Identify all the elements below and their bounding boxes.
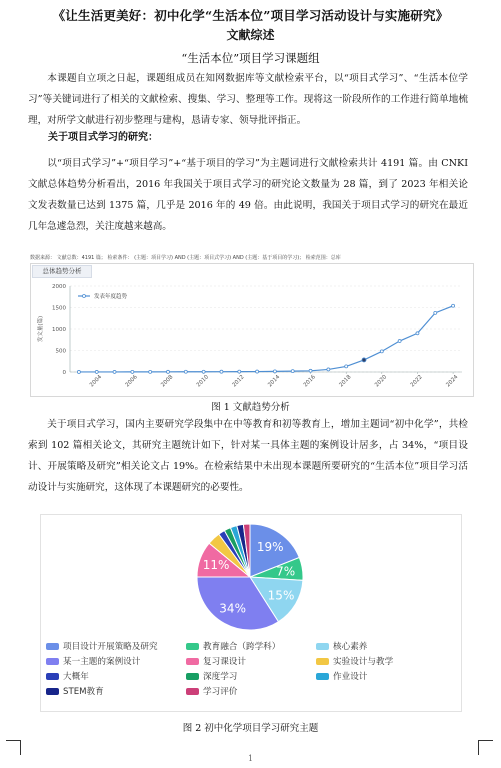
y-tick-label: 500 xyxy=(55,348,66,355)
data-point xyxy=(113,370,116,373)
pie-value-label: 19% xyxy=(256,540,284,555)
legend-label: 项目设计开展策略及研究 xyxy=(63,642,158,652)
legend-swatch xyxy=(46,688,59,695)
x-tick-label: 2018 xyxy=(338,374,353,389)
y-axis-label: 发文量(篇) xyxy=(38,315,44,343)
pie-value-label: 34% xyxy=(219,601,246,616)
legend-swatch xyxy=(186,673,199,680)
document-title: 《让生活更美好：初中化学“生活本位”项目学习活动设计与实施研究》 xyxy=(52,8,449,23)
pbl-paragraph: 以“项目式学习”+“项目学习”+“基于项目的学习”为主题词进行文献检索共计 4191 篇。由 CNKI 文献总体趋势分析看出，2016 年我国关于项目式学习的研究论文数量为 28 篇，到了 2023 年相关论文发表数量已达到 1375 篇，几乎是 2016 年的 49 倍。由此说明，我国关于项目式学习的研究在最近几年急遽急烈，关注度越来越高。 xyxy=(28,158,468,232)
legend-swatch xyxy=(186,688,199,695)
legend-swatch xyxy=(316,658,329,665)
data-point xyxy=(380,350,383,353)
pie-legend-item xyxy=(46,670,89,682)
pie-value-label: 11% xyxy=(202,557,230,572)
data-point xyxy=(398,340,401,343)
legend-swatch xyxy=(186,658,199,665)
chart-tab-overall-trend[interactable]: 总体趋势分析 xyxy=(32,265,92,278)
data-point xyxy=(434,311,437,314)
x-tick-label: 2022 xyxy=(409,374,424,389)
data-point xyxy=(327,368,330,371)
legend-swatch xyxy=(316,673,329,680)
data-point xyxy=(220,370,223,373)
legend-swatch xyxy=(316,643,329,650)
pie-legend-item xyxy=(186,655,246,667)
pie-legend-item xyxy=(46,685,104,697)
x-tick-label: 2016 xyxy=(302,374,317,389)
data-point xyxy=(416,332,419,335)
legend-label: 核心素养 xyxy=(333,642,368,652)
crop-mark-left xyxy=(6,740,21,755)
legend-label: STEM教育 xyxy=(63,687,104,697)
legend-label: 大概年 xyxy=(63,672,89,682)
pie-legend-item xyxy=(316,670,367,682)
pie-legend-item xyxy=(186,670,237,682)
data-point xyxy=(345,365,348,368)
legend-label: 复习课设计 xyxy=(203,657,246,667)
legend-swatch xyxy=(46,658,59,665)
data-point xyxy=(167,370,170,373)
figure-2-caption: 图 2 初中化学项目学习研究主题 xyxy=(182,723,319,734)
legend-label: 实验设计与教学 xyxy=(333,657,394,667)
data-point xyxy=(95,370,98,373)
x-tick-label: 2012 xyxy=(231,374,246,389)
document-subtitle: 文献综述 xyxy=(226,28,275,42)
figure-1-caption: 图 1 文献趋势分析 xyxy=(211,402,290,413)
y-tick-label: 0 xyxy=(62,370,66,376)
data-point xyxy=(184,370,187,373)
x-tick-label: 2004 xyxy=(88,374,104,389)
x-tick-label: 2006 xyxy=(124,374,139,389)
pie-value-label: 15% xyxy=(267,588,295,603)
x-tick-label: 2014 xyxy=(267,374,282,389)
legend-swatch xyxy=(46,673,59,680)
data-point xyxy=(149,370,152,373)
legend-label: 发表年度趋势 xyxy=(94,294,128,300)
chart-search-info: 数据来源： 文献总数：4191 篇； 检索条件： (主题：项目学习) AND (主题：项目式学习) AND (主题：基于项目的学习)； 检索范围：总库 xyxy=(30,255,341,261)
legend-label: 学习评价 xyxy=(203,687,238,697)
x-tick-label: 2010 xyxy=(195,374,211,389)
data-point xyxy=(256,370,259,373)
legend-label: 深度学习 xyxy=(203,672,238,682)
pie-legend-item xyxy=(46,640,158,652)
page-number: 1 xyxy=(247,754,254,763)
pie-legend-item xyxy=(316,640,367,652)
data-point xyxy=(238,370,241,373)
topic-paragraph: 关于项目式学习，国内主要研究学段集中在中等教育和初等教育上，增加主题词“初中化学”，共检索到 102 篇相关论文，其研究主题统计如下，针对某一具体主题的案例设计居多，占 34%，“项目设计、开展策略及研究”相关论文占 19%。在检索结果中未出现本课题所要研究的“生活本位”项目学习活动设计与实施研究，这体现了本课题研究的必要性。 xyxy=(28,419,468,493)
data-point xyxy=(309,369,312,372)
y-tick-label: 1500 xyxy=(52,305,66,312)
pie-legend-item xyxy=(186,640,280,652)
data-point xyxy=(131,370,134,373)
pie-legend-item xyxy=(316,655,393,667)
y-tick-label: 1000 xyxy=(52,327,66,333)
data-point xyxy=(452,304,455,307)
legend-swatch xyxy=(46,643,59,650)
legend-label: 某一主题的案例设计 xyxy=(63,657,141,667)
legend-label: 教育融合（跨学科） xyxy=(203,642,281,652)
author-group: “生活本位”项目学习课题组 xyxy=(181,51,320,65)
data-point xyxy=(77,370,80,373)
legend-point-swatch xyxy=(83,295,86,298)
data-point xyxy=(202,370,205,373)
x-tick-label: 2020 xyxy=(374,374,389,389)
intro-paragraph: 本课题自立项之日起，课题组成员在知网数据库等文献检索平台，以“项目式学习”、“生活本位学习”等关键词进行了相关的文献检索、搜集、学习、整理等工作。现将这一阶段所作的工作进行简单地梳理，对所学文献进行初步整理与建构，恳请专家、领导批评指正。 xyxy=(28,73,468,126)
data-point xyxy=(273,370,276,373)
topic-pie-chart xyxy=(170,521,330,633)
legend-label: 作业设计 xyxy=(333,672,368,682)
pie-legend-item xyxy=(46,655,140,667)
data-point xyxy=(362,358,366,362)
data-point xyxy=(291,370,294,373)
legend-swatch xyxy=(186,643,199,650)
section-heading-pbl: 关于项目式学习的研究： xyxy=(48,132,158,143)
y-tick-label: 2000 xyxy=(52,284,66,290)
trend-line-chart xyxy=(30,278,472,394)
x-tick-label: 2024 xyxy=(445,374,460,389)
x-tick-label: 2008 xyxy=(160,374,175,389)
pie-value-label: 7% xyxy=(276,564,296,579)
crop-mark-right xyxy=(478,740,493,755)
series-line xyxy=(79,306,453,372)
pie-legend-item xyxy=(186,685,237,697)
